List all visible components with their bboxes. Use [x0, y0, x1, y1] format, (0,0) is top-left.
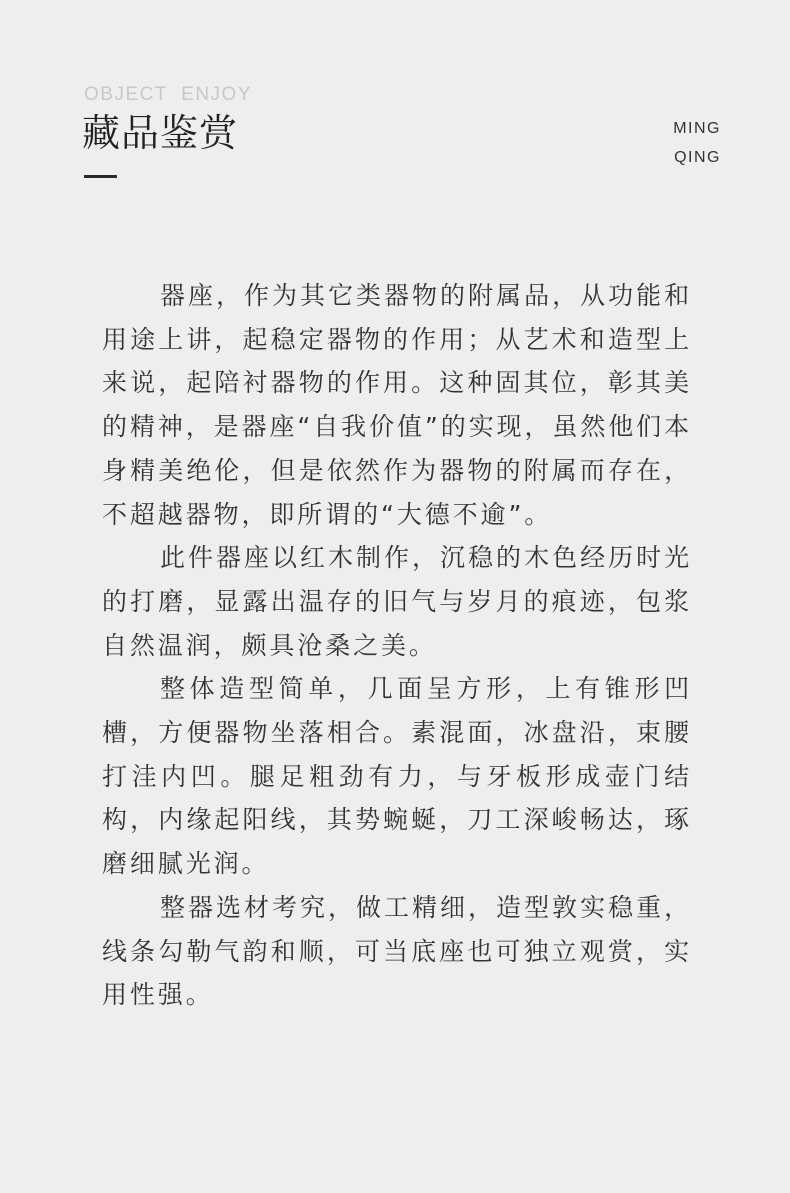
paragraph-1: 器座，作为其它类器物的附属品，从功能和用途上讲，起稳定器物的作用；从艺术和造型上来说，起陪衬器物的作用。这种固其位，彰其美的精神，是器座“自我价值”的实现，虽然他们本身精美绝伦，但是依然作为器物的附属而存在，不超越器物，即所谓的“大德不逾”。 — [102, 281, 692, 529]
page-title: 藏品鉴赏 — [82, 111, 239, 155]
dynasty-label-line-1: MING — [673, 120, 721, 137]
paragraph-4: 整器选材考究，做工精细，造型敦实稳重，线条勾勒气韵和顺，可当底座也可独立观赏，实用性强。 — [102, 892, 692, 1010]
paragraph-3: 整体造型简单，几面呈方形，上有锥形凹槽，方便器物坐落相合。素混面，冰盘沿，束腰打洼内凹。腿足粗劲有力，与牙板形成壶门结构，内缘起阳线，其势蜿蜒，刀工深峻畅达，琢磨细腻光润。 — [102, 674, 692, 879]
title-underline — [84, 175, 117, 178]
section-eyebrow: OBJECT ENJOY — [84, 84, 253, 105]
paragraph-2: 此件器座以红木制作，沉稳的木色经历时光的打磨，显露出温存的旧气与岁月的痕迹，包浆自然温润，颇具沧桑之美。 — [102, 543, 692, 660]
dynasty-label — [673, 114, 721, 172]
dynasty-label-line-2: QING — [674, 149, 721, 166]
article-body — [102, 274, 692, 1017]
